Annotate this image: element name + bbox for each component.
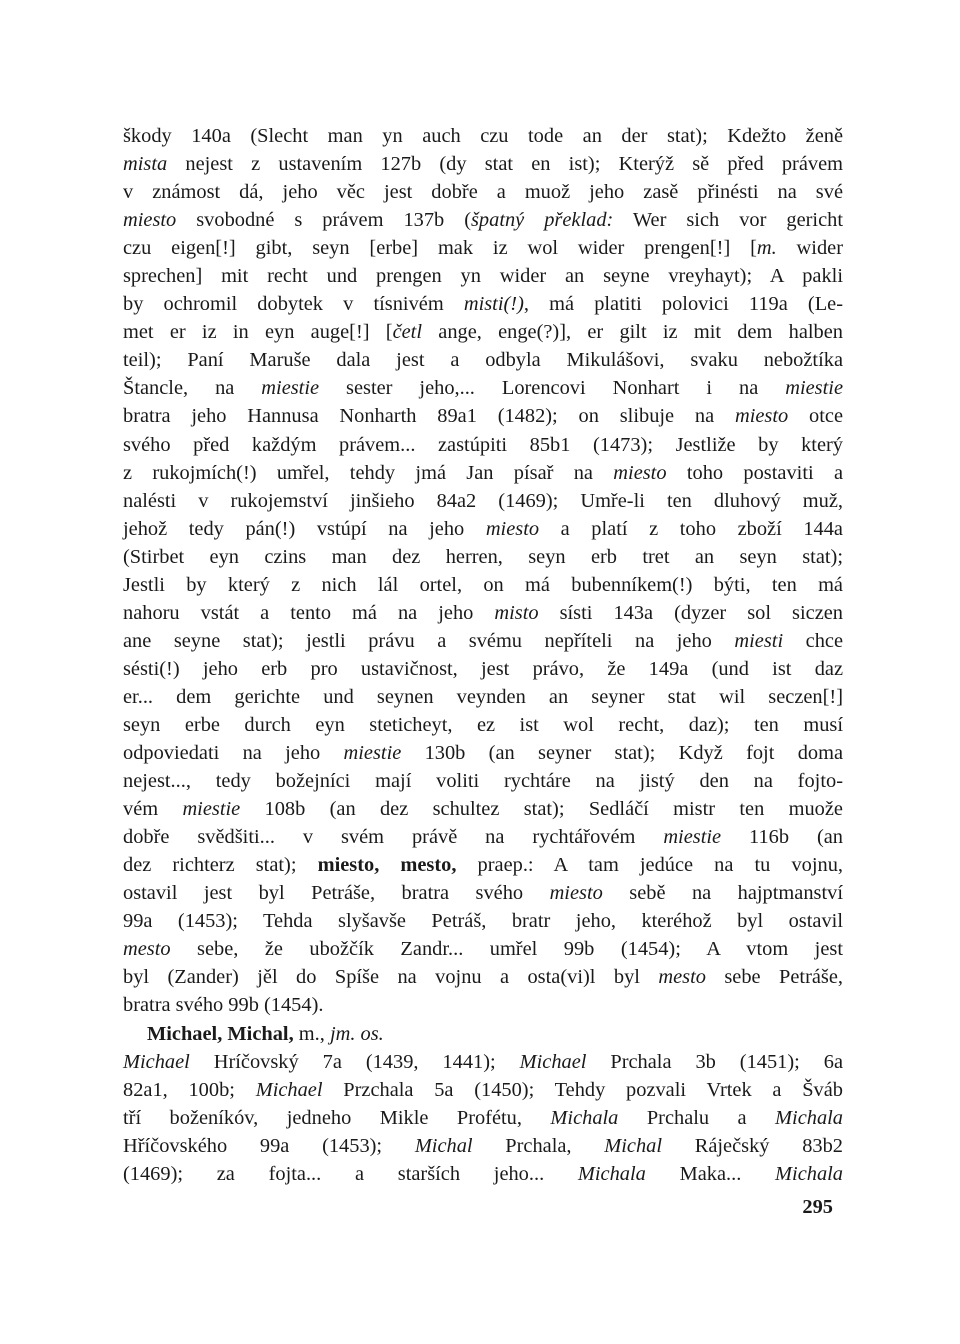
text-run: byl (Zander) jěl do Spíše na vojnu a osta(vi)l byl — [123, 966, 659, 989]
text-run: tří boženíkóv, jedneho Mikle Profétu, — [123, 1106, 551, 1129]
text-run: škody 140a (Slecht man yn auch czu tode an der stat); Kdežto ženě — [123, 125, 843, 147]
italic-text: Michala — [550, 1106, 619, 1129]
italic-text: Michal — [604, 1134, 663, 1157]
text-line — [123, 1048, 843, 1076]
italic-text: mesto — [658, 966, 706, 989]
text-run: a platí z toho zboží 144a — [539, 517, 843, 540]
text-run: Przchala 5a (1450); Tehdy pozvali Vrtek a Šváb — [322, 1078, 843, 1101]
italic-text: miesto — [123, 209, 177, 232]
italic-text: miestie — [343, 742, 402, 765]
text-line — [123, 150, 843, 178]
text-line — [123, 1076, 843, 1104]
text-run: , má platiti polovici 119a (Le- — [523, 293, 843, 316]
italic-text: miestie — [261, 377, 320, 400]
text-line — [123, 571, 843, 599]
text-run: nejest..., tedy božejníci mají voliti rychtáre na jistý den na fojto- — [123, 770, 843, 793]
italic-text: miesto — [613, 461, 667, 484]
italic-text: m. — [756, 237, 777, 260]
text-run: sísti 143a (dyzer sol siczen — [538, 601, 843, 624]
text-line — [123, 851, 843, 879]
text-line — [123, 907, 843, 935]
text-line — [123, 374, 843, 402]
text-run: otce — [788, 405, 844, 428]
italic-text: Michala — [577, 1162, 646, 1185]
text-run: by ochromil dobytek v tísnivém — [123, 293, 464, 316]
text-line — [123, 459, 843, 487]
text-line — [123, 795, 843, 823]
text-line — [123, 627, 843, 655]
italic-text: Michal — [414, 1134, 473, 1157]
text-run: dobře svědšiti... v svém právě na rychtářovém — [123, 826, 664, 849]
text-run: chce — [783, 629, 843, 652]
text-run: svobodné s právem 137b ( — [176, 209, 471, 232]
text-run: er... dem gerichte und seynen veynden an seyner stat wil seczen[!] — [123, 685, 843, 708]
text-line — [123, 122, 843, 150]
text-line — [123, 963, 843, 991]
text-line — [123, 262, 843, 290]
text-run: svého před každým právem... zastúpiti 85b1 (1473); Jestliže by který — [123, 433, 843, 456]
text-line — [123, 431, 843, 459]
text-run: 82a1, 100b; — [123, 1078, 256, 1101]
text-run: m., — [293, 1022, 330, 1045]
italic-text: miestie — [182, 798, 241, 821]
text-run: odpoviedati na jeho — [123, 742, 344, 765]
italic-text: Michael — [123, 1050, 190, 1073]
text-line — [123, 1104, 843, 1132]
text-line — [123, 1160, 843, 1188]
text-line — [123, 1132, 843, 1160]
dictionary-text-column — [123, 122, 843, 1188]
text-run: seyn erbe durch eyn steticheyt, ez ist wol recht, daz); ten musí — [123, 713, 843, 736]
text-run: czu eigen[!] gibt, seyn [erbe] mak iz wol wider prengen[!] [ — [123, 237, 757, 260]
text-line — [123, 739, 843, 767]
text-line — [123, 711, 843, 739]
text-run: 116b (an — [721, 826, 843, 849]
text-run: nejest z ustavením 127b (dy stat en ist); Kterýž sě před právem — [167, 153, 843, 176]
text-run: Maka... — [645, 1162, 776, 1185]
text-line — [123, 879, 843, 907]
text-run: Ráječský 83b2 — [662, 1134, 843, 1157]
text-run: praep.: A tam jedúce na tu vojnu, — [456, 854, 843, 877]
bold-text: miesto, mesto, — [317, 854, 457, 877]
italic-text: miestie — [663, 826, 722, 849]
bold-text: Michael, Michal, — [147, 1022, 294, 1045]
text-run: Prchalu a — [618, 1106, 776, 1129]
text-run: Prchala, — [472, 1134, 605, 1157]
text-run: sebe Petráše, — [705, 966, 844, 989]
text-line — [123, 346, 843, 374]
text-line — [123, 290, 843, 318]
italic-text: Michala — [775, 1162, 843, 1185]
text-line — [123, 767, 843, 795]
text-line — [123, 599, 843, 627]
page-number: 295 — [802, 1196, 833, 1218]
text-run: teil); Paní Maruše dala jest a odbyla Mikulášovi, svaku nebožtíka — [123, 349, 843, 372]
italic-text: Michala — [775, 1106, 843, 1129]
text-run: sprechen] mit recht und prengen yn wider an seyne vreyhayt); A pakli — [123, 265, 843, 288]
text-run: sebe, že ubožčík Zandr... umřel 99b (1454); A vtom jest — [170, 938, 843, 961]
text-run: toho postaviti a — [666, 461, 843, 484]
text-run: (Stirbet eyn czins man dez herren, seyn erb tret an seyn stat); — [123, 545, 843, 568]
text-run: v známost dá, jeho věc jest dobře a muož jeho zasě přinésti na své — [123, 181, 843, 204]
text-run: Prchala 3b (1451); 6a — [586, 1050, 844, 1073]
text-run: Hríčovský 7a (1439, 1441); — [189, 1050, 520, 1073]
italic-text: miesto — [734, 405, 789, 428]
text-line — [123, 487, 843, 515]
text-line — [123, 318, 843, 346]
text-line — [123, 515, 843, 543]
italic-text: miestie — [785, 377, 843, 400]
italic-text: Michael — [255, 1078, 323, 1101]
text-line — [123, 543, 843, 571]
text-run: Štancle, na — [123, 377, 262, 400]
text-run: ostavil jest byl Petráše, bratra svého — [123, 882, 550, 905]
text-run: nalésti v rukojemství jinšieho 84a2 (1469); Umře-li ten dluhový muž, — [123, 489, 843, 512]
text-run: z rukojmích(!) umřel, tehdy jmá Jan písař na — [123, 461, 614, 484]
italic-text: miesti — [734, 629, 784, 652]
text-line — [123, 683, 843, 711]
text-run: sésti(!) jeho erb pro ustavičnost, jest právo, že 149a (und ist daz — [123, 657, 843, 680]
text-run: Jestli by který z nich lál ortel, on má bubenníkem(!) býti, ten má — [123, 573, 843, 596]
text-line — [123, 234, 843, 262]
text-run: (1469); za fojta... a starších jeho... — [123, 1162, 578, 1185]
text-run: ane seyne stat); jestli právu a svému nepříteli na jeho — [123, 629, 735, 652]
text-run: jehož tedy pán(!) vstúpí na jeho — [123, 517, 486, 540]
italic-text: jm. os. — [329, 1022, 384, 1045]
text-line — [123, 402, 843, 430]
text-run: wider — [776, 237, 843, 260]
text-run: sebě na hajptmanství — [602, 882, 843, 905]
text-line — [123, 655, 843, 683]
text-run: bratra jeho Hannusa Nonharth 89a1 (1482); on slibuje na — [123, 405, 735, 428]
text-line — [123, 823, 843, 851]
italic-text: mista — [123, 153, 168, 176]
text-run: 99a (1453); Tehda slyšavše Petráš, bratr jeho, kteréhož byl ostavil — [123, 910, 843, 933]
text-line — [123, 1020, 843, 1048]
text-run: vém — [123, 798, 183, 821]
text-run: 108b (an dez schultez stat); Sedláčí mistr ten muože — [240, 798, 843, 821]
italic-text: četl — [392, 321, 423, 344]
text-run: dez richterz stat); — [123, 854, 318, 877]
text-run: 130b (an seyner stat); Když fojt doma — [401, 742, 843, 765]
italic-text: špatný překlad: — [471, 209, 614, 232]
text-line — [123, 991, 843, 1019]
italic-text: Michael — [519, 1050, 587, 1073]
italic-text: misto — [494, 601, 539, 624]
italic-text: misti(!) — [463, 293, 524, 316]
text-run: nahoru vstát a tento má na jeho — [123, 601, 495, 624]
text-run: Hříčovského 99a (1453); — [123, 1134, 415, 1157]
text-run: bratra svého 99b (1454). — [123, 994, 324, 1017]
text-run: ange, enge(?)], er gilt iz mit dem halben — [422, 321, 843, 344]
text-line — [123, 206, 843, 234]
italic-text: miesto — [485, 517, 540, 540]
italic-text: miesto — [549, 882, 603, 905]
text-line — [123, 178, 843, 206]
italic-text: mesto — [123, 938, 171, 961]
text-run: met er iz in eyn auge[!] [ — [123, 321, 393, 344]
text-line — [123, 935, 843, 963]
text-run: sester jeho,... Lorencovi Nonhart i na — [319, 377, 786, 400]
text-run: Wer sich vor gericht — [613, 209, 843, 232]
